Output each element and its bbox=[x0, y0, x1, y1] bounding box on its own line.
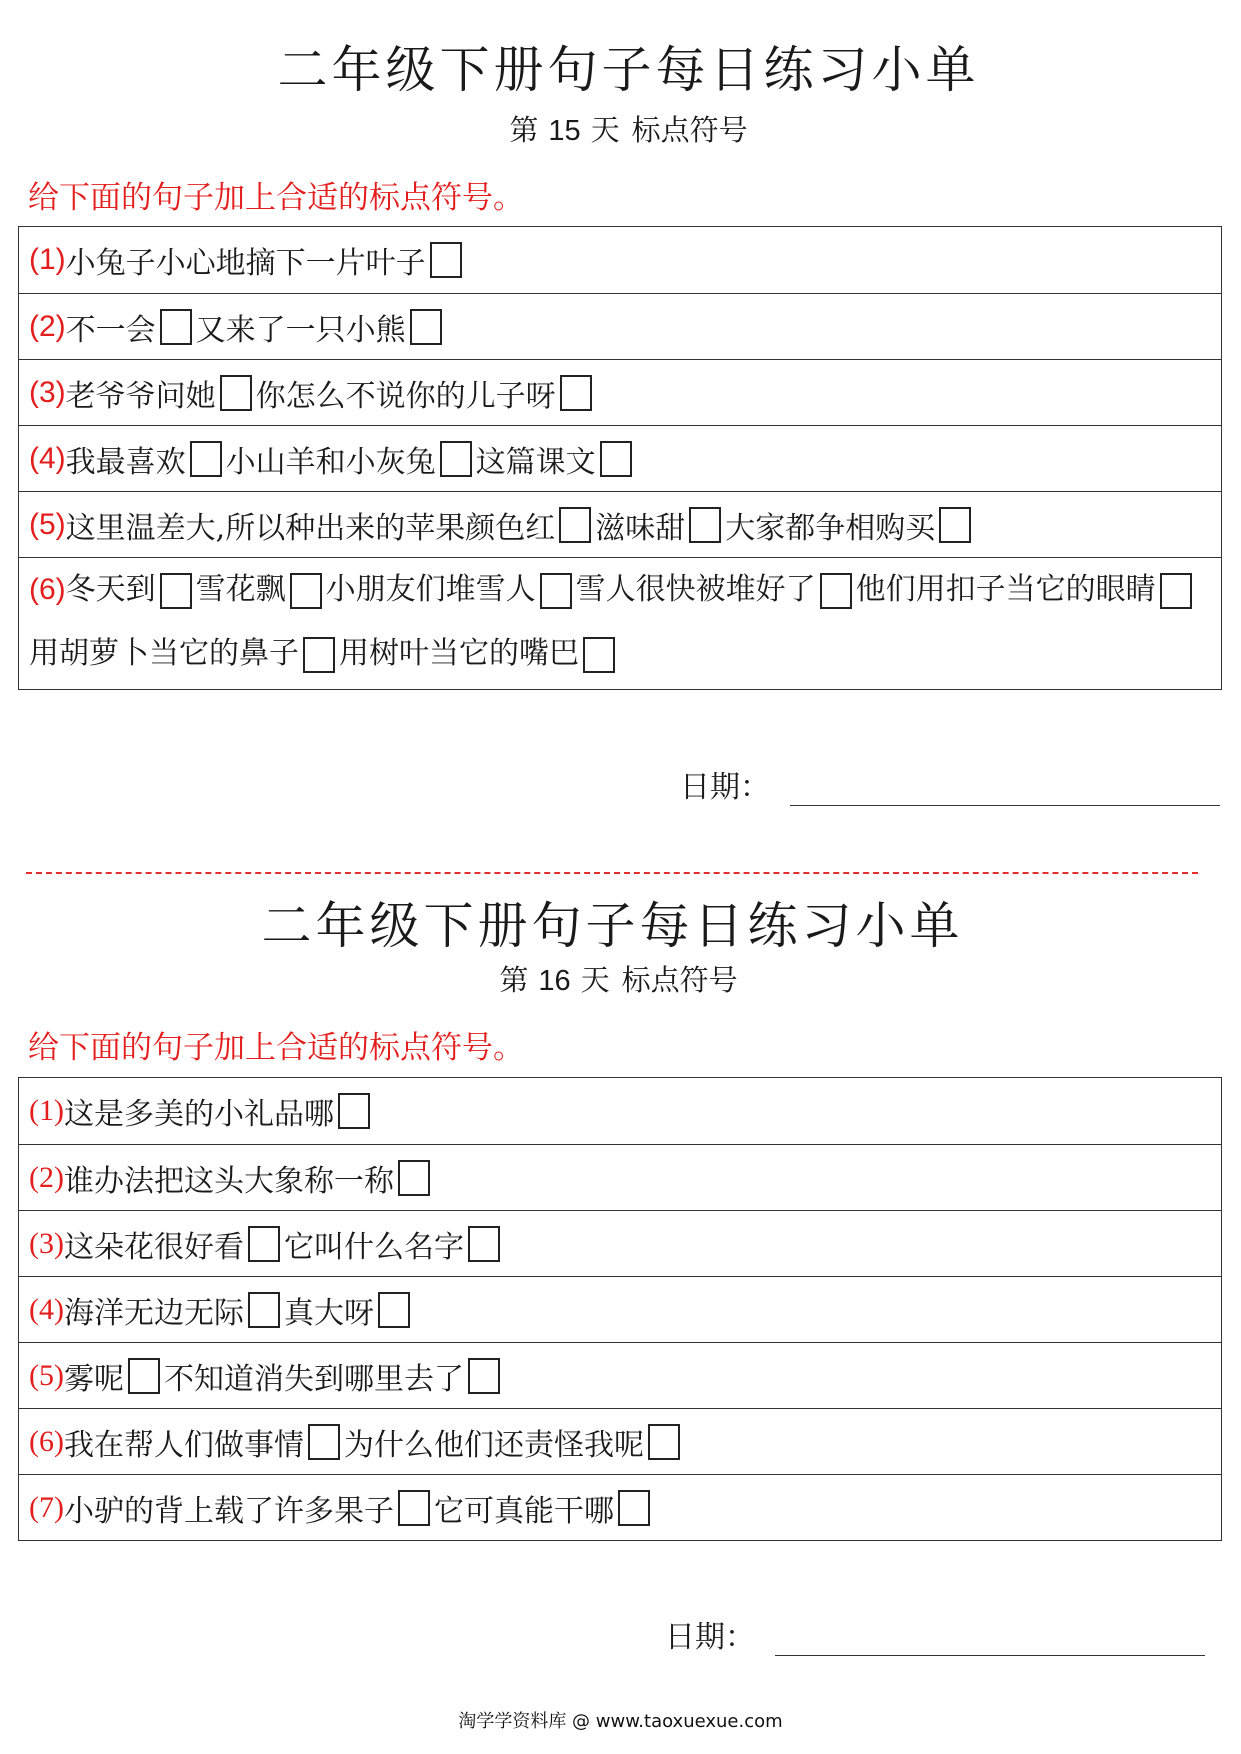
worksheet-title: 二年级下册句子每日练习小单 bbox=[261, 897, 964, 955]
exercise-row bbox=[19, 1342, 1221, 1408]
topic-label: 标点符号 bbox=[631, 113, 748, 147]
sentence-text: 它可真能干哪 bbox=[433, 1493, 614, 1529]
sentence-text: 这里温差大,所以种出来的苹果颜色红 bbox=[65, 510, 556, 546]
cut-line-divider bbox=[26, 872, 1198, 874]
punctuation-answer-box[interactable] bbox=[618, 1490, 650, 1526]
sentence-text: 真大呀 bbox=[283, 1295, 374, 1331]
sentence-text: 他们用扣子当它的眼睛 bbox=[855, 572, 1156, 607]
sentence-text: 雪人很快被堆好了 bbox=[575, 572, 816, 607]
punctuation-answer-box[interactable] bbox=[248, 1292, 280, 1328]
punctuation-answer-box[interactable] bbox=[820, 573, 852, 609]
exercise-row bbox=[19, 557, 1221, 689]
item-index: (3) bbox=[29, 375, 66, 409]
sentence-text: 为什么他们还责怪我呢 bbox=[343, 1427, 644, 1463]
punctuation-answer-box[interactable] bbox=[410, 309, 442, 345]
sentence-text: 雪花飘 bbox=[195, 572, 286, 607]
punctuation-answer-box[interactable] bbox=[440, 441, 472, 477]
exercise-row bbox=[19, 1408, 1221, 1474]
item-index: (5) bbox=[29, 1358, 64, 1392]
item-index: (2) bbox=[29, 309, 66, 343]
date-label: 日期： bbox=[665, 1620, 755, 1655]
item-index: (5) bbox=[29, 507, 66, 541]
punctuation-answer-box[interactable] bbox=[540, 573, 572, 609]
sentence-text: 它叫什么名字 bbox=[283, 1229, 464, 1265]
sentence-text: 雾呢 bbox=[63, 1361, 124, 1397]
punctuation-answer-box[interactable] bbox=[1160, 573, 1192, 609]
punctuation-answer-box[interactable] bbox=[939, 507, 971, 543]
item-index: (7) bbox=[29, 1490, 64, 1524]
footer-credit: 淘学学资料库 @ www.taoxuexue.com bbox=[458, 1711, 783, 1732]
instruction-text: 给下面的句子加上合适的标点符号。 bbox=[28, 1030, 524, 1066]
punctuation-answer-box[interactable] bbox=[648, 1424, 680, 1460]
sentence-text: 我在帮人们做事情 bbox=[63, 1427, 304, 1463]
sentence-text: 小兔子小心地摘下一片叶子 bbox=[65, 246, 426, 281]
topic-label: 标点符号 bbox=[621, 963, 738, 997]
punctuation-answer-box[interactable] bbox=[560, 375, 592, 411]
date-blank-line[interactable] bbox=[790, 775, 1220, 806]
punctuation-answer-box[interactable] bbox=[160, 309, 192, 345]
sentence-text: 你怎么不说你的儿子呀 bbox=[255, 378, 556, 414]
punctuation-answer-box[interactable] bbox=[398, 1160, 430, 1196]
sentence-text: 老爷爷问她 bbox=[65, 378, 216, 414]
date-field bbox=[665, 1612, 1205, 1656]
sentence-text: 又来了一只小熊 bbox=[195, 312, 406, 348]
punctuation-answer-box[interactable] bbox=[468, 1226, 500, 1262]
sentence-text: 不知道消失到哪里去了 bbox=[163, 1361, 464, 1397]
date-field bbox=[680, 762, 1220, 806]
sentence-text: 不一会 bbox=[65, 312, 156, 348]
day-heading bbox=[0, 958, 1239, 999]
punctuation-answer-box[interactable] bbox=[398, 1490, 430, 1526]
item-index: (4) bbox=[29, 441, 66, 475]
sentence-text: 这是多美的小礼品哪 bbox=[63, 1097, 334, 1132]
punctuation-answer-box[interactable] bbox=[308, 1424, 340, 1460]
punctuation-answer-box[interactable] bbox=[468, 1358, 500, 1394]
exercise-row bbox=[19, 1078, 1221, 1144]
item-index: (1) bbox=[29, 243, 66, 276]
sentence-text: 谁办法把这头大象称一称 bbox=[63, 1163, 394, 1199]
exercise-table bbox=[18, 226, 1222, 690]
punctuation-answer-box[interactable] bbox=[583, 637, 615, 673]
exercise-row bbox=[19, 1210, 1221, 1276]
exercise-row bbox=[19, 1276, 1221, 1342]
item-index: (1) bbox=[29, 1094, 64, 1127]
sentence-text: 这朵花很好看 bbox=[63, 1229, 244, 1265]
punctuation-answer-box[interactable] bbox=[303, 637, 335, 673]
punctuation-answer-box[interactable] bbox=[128, 1358, 160, 1394]
sentence-text: 用树叶当它的嘴巴 bbox=[339, 636, 579, 671]
day-suffix: 天 bbox=[590, 113, 620, 147]
exercise-table bbox=[18, 1077, 1222, 1541]
day-suffix: 天 bbox=[580, 963, 610, 997]
sentence-text: 滋味甜 bbox=[595, 510, 686, 546]
sentence-text: 冬天到 bbox=[65, 572, 156, 607]
day-heading bbox=[8, 108, 1241, 149]
punctuation-answer-box[interactable] bbox=[248, 1226, 280, 1262]
item-index: (6) bbox=[29, 573, 66, 606]
item-index: (4) bbox=[29, 1292, 64, 1326]
sentence-text: 小山羊和小灰兔 bbox=[225, 444, 436, 480]
sentence-text: 海洋无边无际 bbox=[63, 1295, 244, 1331]
day-number: 15 bbox=[548, 115, 581, 147]
instruction-text: 给下面的句子加上合适的标点符号。 bbox=[28, 180, 524, 216]
exercise-row bbox=[19, 359, 1221, 425]
punctuation-answer-box[interactable] bbox=[220, 375, 252, 411]
sentence-text: 这篇课文 bbox=[475, 444, 596, 480]
exercise-row bbox=[19, 1474, 1221, 1540]
sentence-text: 大家都争相购买 bbox=[725, 510, 936, 546]
exercise-row bbox=[19, 293, 1221, 359]
item-index: (3) bbox=[29, 1226, 64, 1260]
exercise-row bbox=[19, 491, 1221, 557]
sentence-text: 小驴的背上载了许多果子 bbox=[63, 1493, 394, 1529]
punctuation-answer-box[interactable] bbox=[600, 441, 632, 477]
punctuation-answer-box[interactable] bbox=[190, 441, 222, 477]
sentence-text: 小朋友们堆雪人 bbox=[325, 572, 536, 607]
punctuation-answer-box[interactable] bbox=[160, 573, 192, 609]
exercise-row bbox=[19, 1144, 1221, 1210]
day-number: 16 bbox=[538, 965, 571, 997]
day-prefix: 第 bbox=[499, 963, 529, 997]
date-label: 日期： bbox=[680, 770, 770, 805]
punctuation-answer-box[interactable] bbox=[378, 1292, 410, 1328]
punctuation-answer-box[interactable] bbox=[689, 507, 721, 543]
exercise-row bbox=[19, 425, 1221, 491]
worksheet-title: 二年级下册句子每日练习小单 bbox=[277, 41, 980, 99]
punctuation-answer-box[interactable] bbox=[559, 507, 591, 543]
punctuation-answer-box[interactable] bbox=[338, 1093, 370, 1129]
exercise-row bbox=[19, 227, 1221, 293]
item-index: (6) bbox=[29, 1424, 64, 1458]
punctuation-answer-box[interactable] bbox=[430, 242, 462, 278]
punctuation-answer-box[interactable] bbox=[290, 573, 322, 609]
item-index: (2) bbox=[29, 1160, 64, 1194]
date-blank-line[interactable] bbox=[775, 1625, 1205, 1656]
sentence-text: 我最喜欢 bbox=[65, 444, 186, 480]
day-prefix: 第 bbox=[509, 113, 539, 147]
sentence-text: 用胡萝卜当它的鼻子 bbox=[29, 636, 299, 671]
